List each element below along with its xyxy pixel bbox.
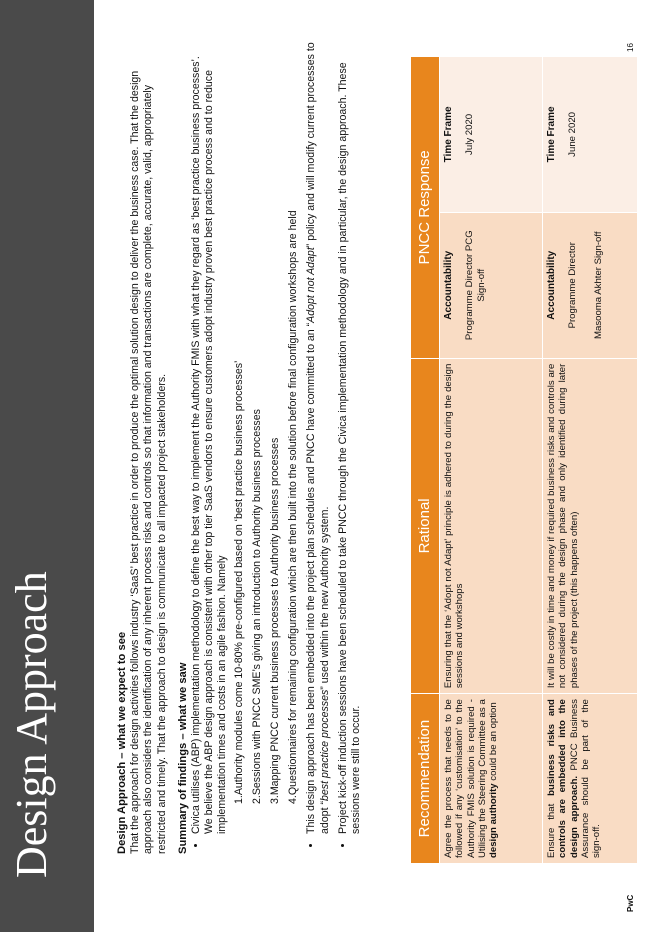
finding-bullet-3: • Project kick-off induction sessions have been scheduled to take PNCC through the Civica implementation methodology and in particular, the design approach. These sessions were still to occur.: [337, 42, 363, 834]
best-practice-term: best practice processes: [318, 689, 331, 802]
title-band: [0, 0, 94, 932]
table-header-row: [411, 57, 440, 864]
row2-accountability-value-1: Programme Director: [567, 242, 579, 329]
row2-rational: It will be costly in time and money if required business risks and controls are not considered during the design phase and only identified during later phases of the project (this happens often): [543, 358, 638, 693]
finding-bullet-2-pre: This design approach has been embedded into the project plan schedules and PNCC have committed to an “: [305, 322, 318, 834]
row1-timeframe-label: Time Frame: [443, 106, 454, 163]
table-row: [543, 57, 638, 864]
row2-rec-bold: business risks and controls are embedded into the design approach.: [546, 699, 580, 858]
row1-recommendation: [440, 694, 543, 864]
table-row: [440, 57, 543, 864]
findings-list: [190, 42, 363, 854]
section-expect-heading: Design Approach – what we expect to see: [116, 631, 128, 854]
header-pncc-response: PNCC Response: [411, 57, 440, 359]
header-recommendation: Recommendation: [411, 694, 440, 864]
page-title: Design Approach: [7, 571, 56, 878]
row2-timeframe: [543, 57, 638, 213]
row1-timeframe-value: July 2020: [464, 113, 476, 155]
row2-timeframe-label: Time Frame: [546, 106, 557, 163]
methodology-step-2: 2.Sessions with PNCC SME’s giving an introduction to Authority business processes: [250, 409, 263, 804]
finding-bullet-2-post: ” used within the new Authority system.: [318, 506, 331, 690]
finding-bullet-2: [305, 42, 331, 834]
section-expect-text: That the approach for design activities follows industry ‘SaaS’ best practice in order to produce the optimal solution design to deliver the business case. That the design approach also considers the identification of any inherent process risks and controls so that information and transactions are complete, accurate, valid, appropriately restricted and timely. That the approach to design is communicate to all impacted project stakeholders.: [129, 70, 168, 854]
recommendations-table: [410, 56, 638, 864]
row2-accountability: [543, 212, 638, 358]
row1-accountability-label: Accountability: [443, 250, 454, 320]
finding-bullet-1-text: Civica utilises (ABP) implementation methodology to define the best way to implement the Authority FMIS with what they regard as ‘best practice business processes’. We believe the ABP design approach is consistent with other top tier SaaS vendors to ensure customers adopt industry proven best practice process and to reduce implementation times and costs in an agile fashion. Namely: [190, 56, 229, 834]
section-findings-heading: Summary of findings – what we saw: [176, 662, 189, 854]
row2-accountability-value-2: Masooma Akhter Sign-off: [592, 231, 604, 339]
row1-rec-bold: design authority: [488, 783, 500, 858]
methodology-step-3: 3.Mapping PNCC current business processes to Authority business processes: [269, 437, 282, 804]
row1-rec-post: could be an option: [488, 702, 500, 784]
row1-accountability: [440, 212, 543, 358]
methodology-step-4: 4.Questionnaires for remaining configuration which are then built into the solution before final configuration workshops are held: [287, 210, 300, 804]
page-number: 16: [626, 43, 635, 52]
row2-recommendation: [543, 694, 638, 864]
footer-brand: PwC: [626, 894, 635, 912]
methodology-step-1: 1.Authority modules come 10-80% pre-configured based on ‘best practice business processes’: [232, 360, 245, 804]
row2-timeframe-value: June 2020: [567, 112, 579, 157]
row1-rec-text: Agree the process that needs to be followed if any ‘customisation’ to the Authority FMIS solution is required - Utilising the Steering Committee as a: [443, 699, 488, 858]
row1-timeframe: [440, 57, 543, 213]
adopt-not-adapt-term: Adopt not Adapt: [305, 247, 318, 323]
methodology-steps: [233, 42, 301, 804]
row2-accountability-label: Accountability: [546, 250, 557, 320]
row1-rational: Ensuring that the ‘Adopt not Adapt’ principle is adhered to during the design sessions and workshops: [440, 358, 543, 693]
row2-rec-post: PNCC Business Assurance should be part of the sign-off.: [568, 699, 603, 858]
header-rational: Rational: [411, 358, 440, 693]
content-area: [116, 42, 368, 854]
row2-rec-text: Ensure that: [546, 795, 557, 858]
row1-accountability-value: Programme Director PCG Sign-off: [464, 230, 487, 341]
finding-bullet-1: [190, 42, 300, 834]
finding-bullet-2-mid: ” policy and will modify current processes to adopt “: [305, 42, 331, 834]
